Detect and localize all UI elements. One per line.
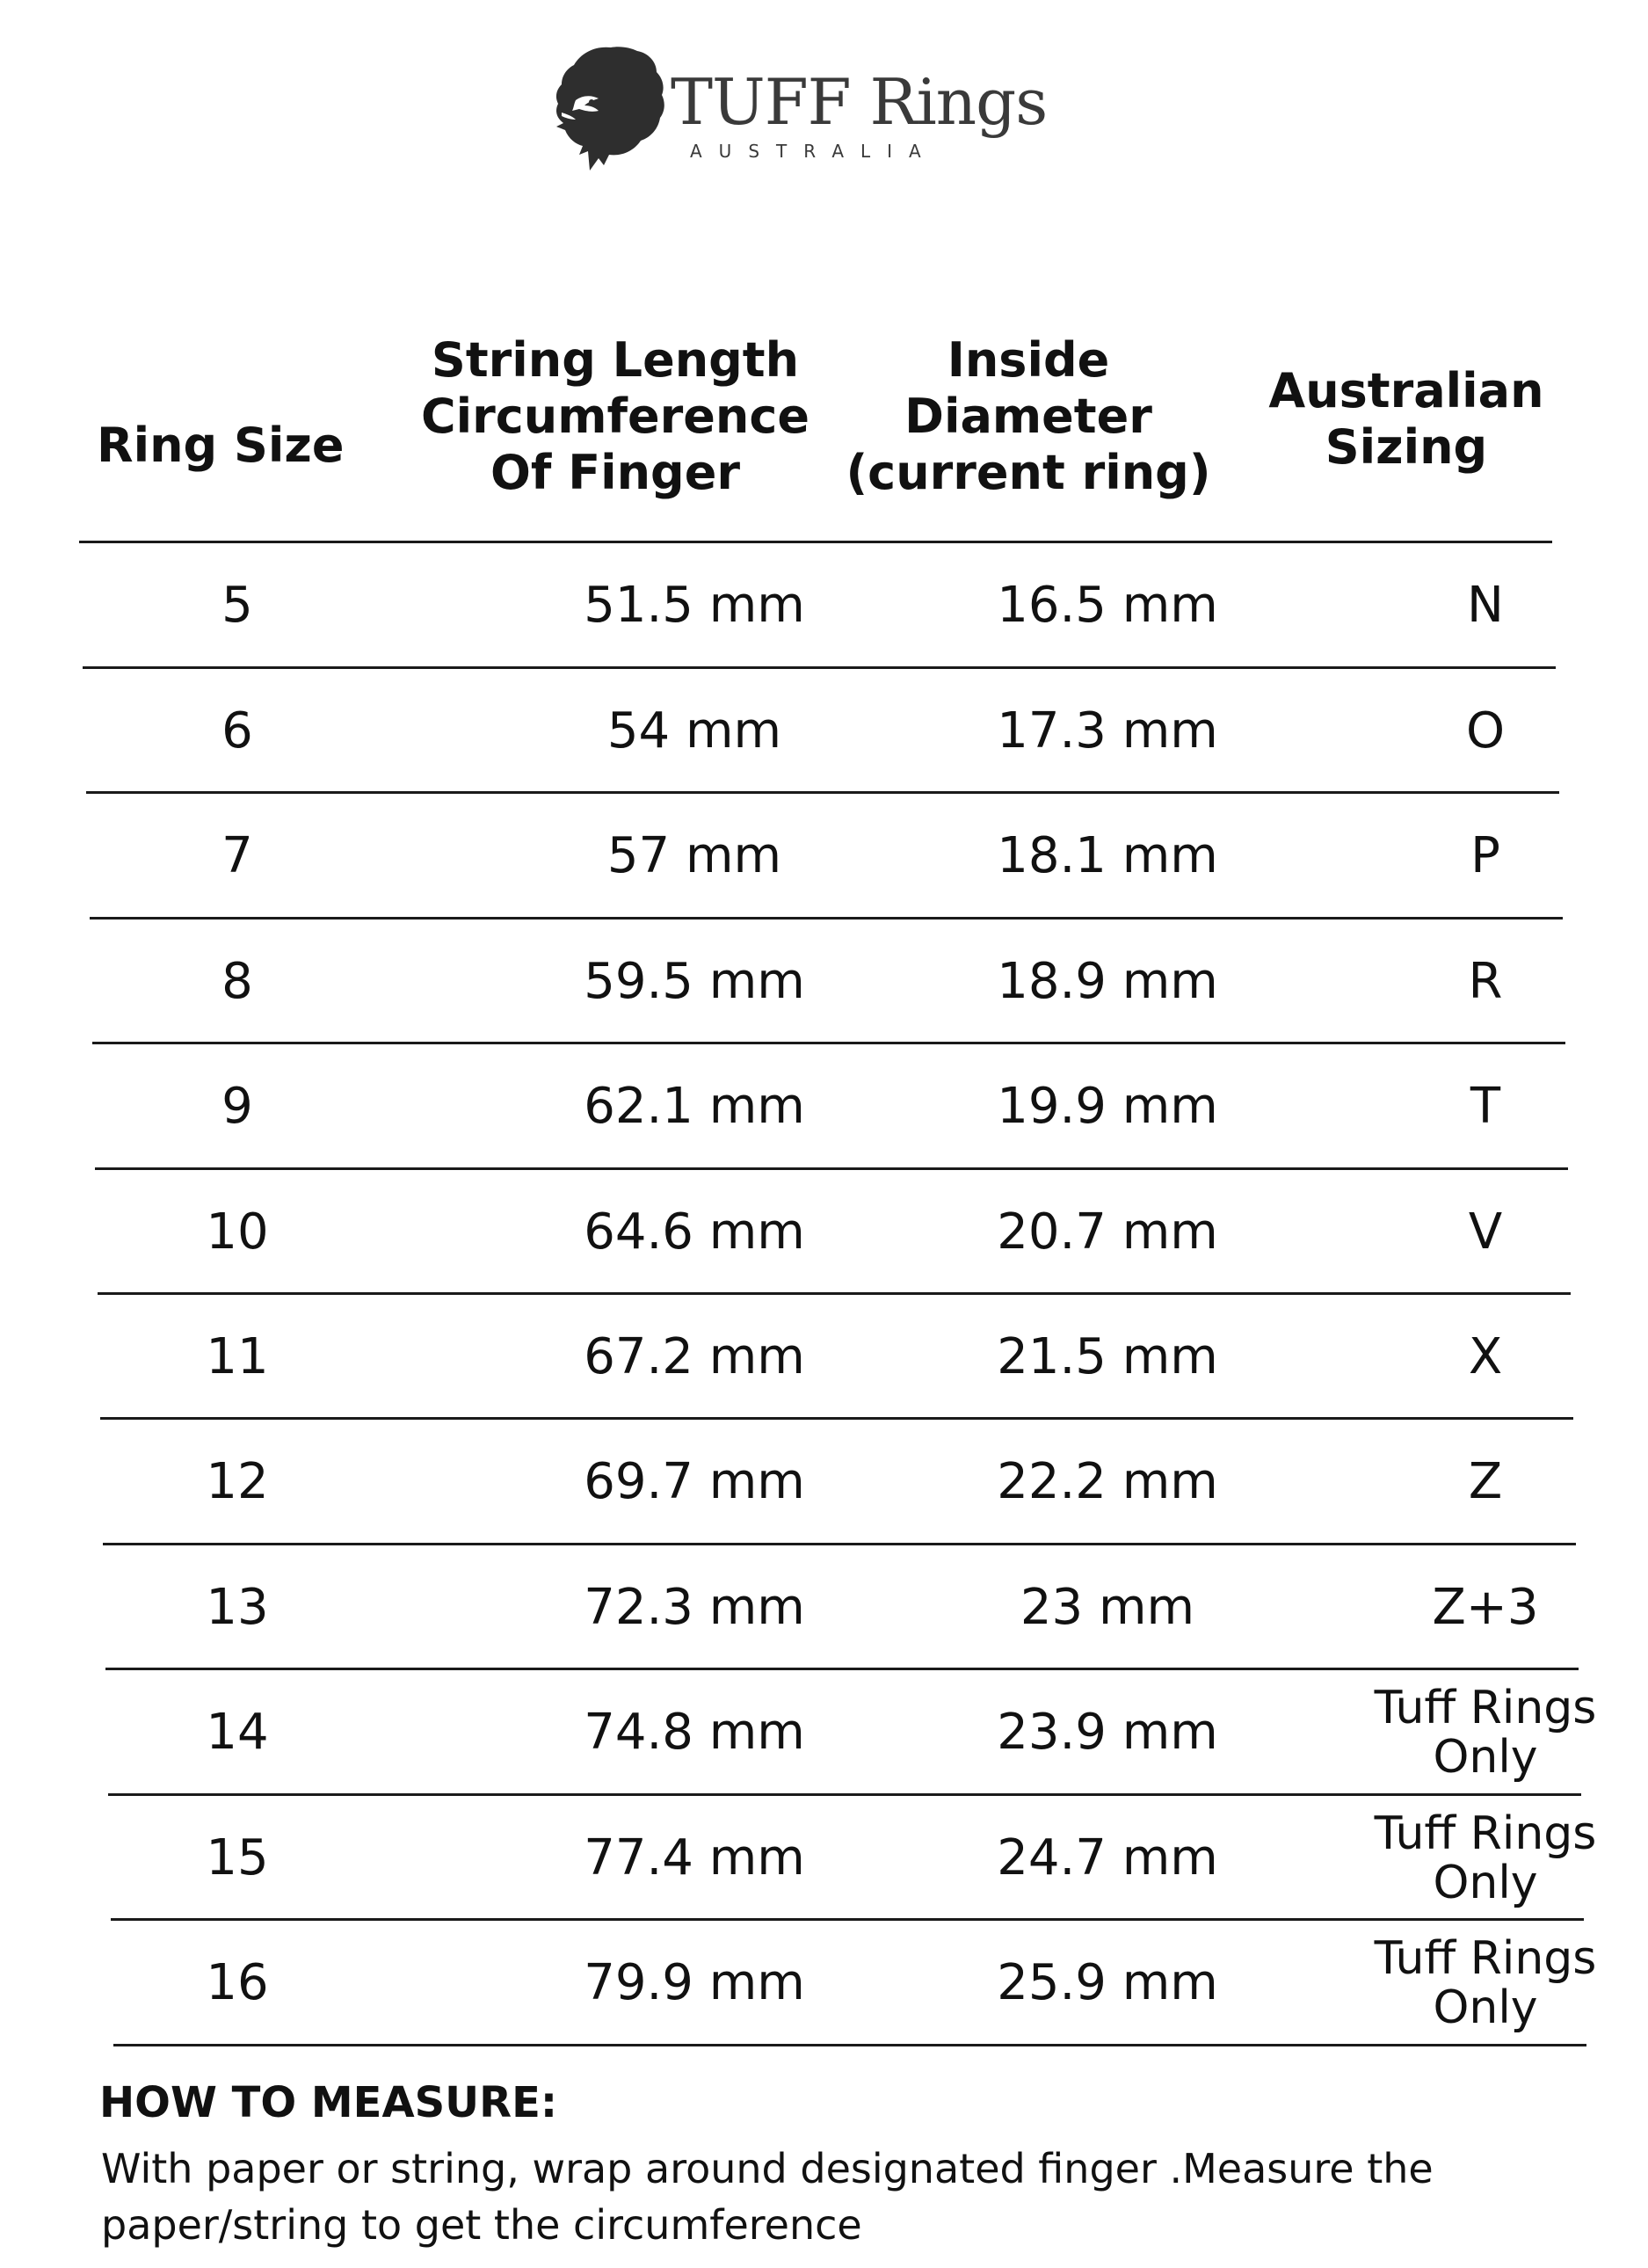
cell-diameter: 23 mm	[1020, 1579, 1195, 1636]
cell-circumference: 74.8 mm	[584, 1704, 805, 1761]
how-to-measure-text: With paper or string, wrap around designated finger .Measure the paper/string to get the circumference	[101, 2145, 1434, 2249]
cell-australian-size: Tuff Rings Only	[1374, 1682, 1597, 1784]
cell-diameter: 21.5 mm	[997, 1328, 1218, 1385]
table-row	[79, 543, 1591, 668]
cell-circumference: 59.5 mm	[584, 953, 805, 1010]
header-diameter-line-2: Diameter	[904, 389, 1152, 444]
cell-diameter: 17.3 mm	[997, 702, 1218, 760]
cell-circumference: 57 mm	[606, 827, 782, 884]
cell-ring-size: 10	[206, 1203, 269, 1261]
header-aus-line-1: Australian	[1268, 363, 1544, 418]
cell-australian-size: X	[1468, 1328, 1503, 1385]
header-aus-line-2: Sizing	[1325, 419, 1488, 475]
cell-australian-size: P	[1470, 827, 1500, 884]
table-row	[79, 920, 1591, 1044]
cell-circumference: 62.1 mm	[584, 1078, 805, 1135]
cell-circumference: 67.2 mm	[584, 1328, 805, 1385]
cell-ring-size: 5	[221, 577, 253, 634]
cell-ring-size: 8	[221, 953, 253, 1010]
cell-ring-size: 7	[221, 827, 253, 884]
header-diameter-line-1: Inside	[947, 332, 1110, 388]
cell-circumference: 69.7 mm	[584, 1453, 805, 1510]
cell-australian-size: Z+3	[1432, 1579, 1539, 1636]
cell-circumference: 64.6 mm	[584, 1203, 805, 1261]
table-row	[79, 1295, 1591, 1420]
cell-ring-size: 14	[206, 1704, 269, 1761]
cell-diameter: 20.7 mm	[997, 1203, 1218, 1261]
brand-tagline: AUSTRALIA	[690, 141, 938, 162]
header-australian-sizing	[1239, 363, 1573, 476]
table-row	[79, 794, 1591, 919]
cell-ring-size: 11	[206, 1328, 269, 1385]
cell-circumference: 54 mm	[606, 702, 782, 760]
brand-name: TUFF Rings	[671, 65, 1048, 139]
header-string-length	[387, 332, 844, 501]
cell-diameter: 23.9 mm	[997, 1704, 1218, 1761]
cell-australian-size: Z	[1468, 1453, 1503, 1510]
header-string-line-1: String Length	[431, 332, 800, 388]
table-row	[79, 1420, 1591, 1545]
cell-ring-size: 12	[206, 1453, 269, 1510]
header-ring-size: Ring Size	[97, 418, 345, 473]
cell-australian-size: V	[1468, 1203, 1503, 1261]
table-row	[79, 669, 1591, 794]
table-row	[79, 1044, 1591, 1169]
cell-australian-size: R	[1468, 953, 1503, 1010]
table-row	[79, 1170, 1591, 1295]
header-string-line-3: Of Finger	[490, 445, 740, 500]
cell-australian-size: O	[1465, 702, 1506, 760]
cell-ring-size: 13	[206, 1579, 269, 1636]
cell-ring-size: 9	[221, 1078, 253, 1135]
cell-ring-size: 15	[206, 1829, 269, 1886]
table-row	[79, 1921, 1597, 2046]
cell-circumference: 77.4 mm	[584, 1829, 805, 1886]
cell-australian-size: Tuff Rings Only	[1374, 1807, 1597, 1909]
cell-diameter: 25.9 mm	[997, 1954, 1218, 2011]
cell-circumference: 72.3 mm	[584, 1579, 805, 1636]
row-divider	[113, 2044, 1586, 2046]
cell-diameter: 19.9 mm	[997, 1078, 1218, 1135]
cell-australian-size: T	[1470, 1078, 1501, 1135]
cell-diameter: 18.9 mm	[997, 953, 1218, 1010]
cell-australian-size: Tuff Rings Only	[1374, 1932, 1597, 2034]
cell-diameter: 18.1 mm	[997, 827, 1218, 884]
cell-ring-size: 16	[206, 1954, 269, 2011]
table-row	[79, 1545, 1591, 1670]
cell-diameter: 24.7 mm	[997, 1829, 1218, 1886]
cell-diameter: 22.2 mm	[997, 1453, 1218, 1510]
how-to-measure-title: HOW TO MEASURE:	[99, 2078, 558, 2127]
header-inside-diameter	[835, 332, 1222, 501]
cell-circumference: 79.9 mm	[584, 1954, 805, 2011]
cell-circumference: 51.5 mm	[584, 577, 805, 634]
cell-diameter: 16.5 mm	[997, 577, 1218, 634]
table-row	[79, 1796, 1597, 1921]
cell-australian-size: N	[1467, 577, 1504, 634]
header-string-line-2: Circumference	[421, 389, 809, 444]
table-row	[79, 1670, 1597, 1795]
cell-ring-size: 6	[221, 702, 253, 760]
header-diameter-line-3: (current ring)	[846, 445, 1211, 500]
